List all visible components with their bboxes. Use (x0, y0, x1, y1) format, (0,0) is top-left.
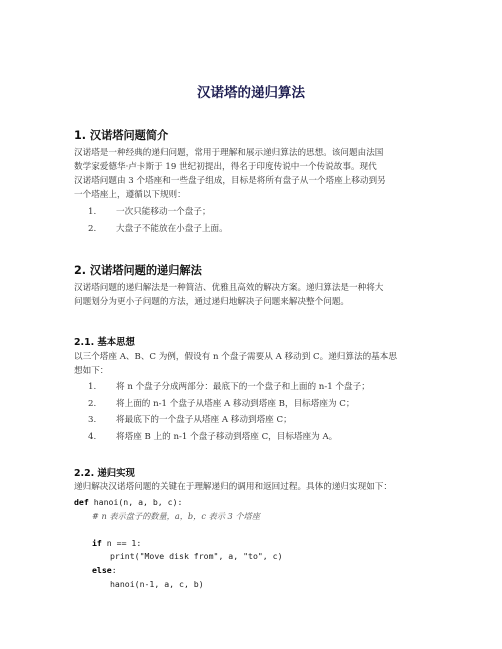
list-item-text: 将塔座 B 上的 n-1 个盘子移动到塔座 C，目标塔座为 A。 (116, 431, 338, 442)
paragraph-line: 递归解决汉诺塔问题的关键在于理解递归的调用和返回过程。具体的递归实现如下： (74, 482, 392, 492)
paragraph-line: 汉诺塔是一种经典的递归问题，常用于理解和展示递归算法的思想。该问题由法国 (74, 148, 384, 158)
code-line (74, 564, 283, 578)
implementation-paragraph (74, 480, 434, 494)
section-heading-recursive: 2. 汉诺塔问题的递归解法 (74, 264, 202, 277)
paragraph-line: 汉诺塔问题的递归解法是一种简洁、优雅且高效的解决方案。递归算法是一种将大 (74, 283, 384, 293)
code-block (74, 496, 283, 591)
list-number: 2. (88, 398, 97, 409)
code-keyword: else (92, 564, 112, 575)
subsection-heading-idea: 2.1. 基本思想 (74, 337, 135, 348)
code-text: print("Move disk from", a, "to", c) (110, 551, 283, 562)
list-item-text: 大盘子不能放在小盘子上面。 (116, 223, 228, 234)
code-comment: # n 表示盘子的数量，a，b，c 表示 3 个塔座 (92, 510, 260, 521)
list-item-text: 一次只能移动一个盘子； (116, 207, 211, 217)
paragraph-line: 问题划分为更小子问题的方法，通过递归地解决子问题来解决整个问题。 (74, 297, 350, 307)
subsection-heading-implementation: 2.2. 递归实现 (74, 468, 135, 479)
code-line (74, 496, 283, 510)
list-item-text: 将最底下的一个盘子从塔座 A 移动到塔座 C； (116, 415, 292, 425)
code-line (74, 578, 283, 592)
code-keyword: def (74, 497, 89, 507)
list-number: 3. (88, 415, 97, 425)
list-item (74, 204, 228, 221)
list-item-text: 将上面的 n-1 个盘子从塔座 A 移动到塔座 B，目标塔座为 C； (116, 398, 355, 409)
list-item (74, 396, 370, 413)
idea-paragraph (74, 350, 434, 378)
code-text: hanoi(n-1, a, c, b) (110, 578, 204, 589)
section-heading-intro: 1. 汉诺塔问题简介 (74, 129, 169, 142)
list-number: 2. (88, 223, 97, 234)
paragraph-line: 数学家爱德华·卢卡斯于 19 世纪初提出，得名于印度传说中一个传说故事。现代 (74, 162, 377, 172)
list-number: 1. (88, 207, 97, 217)
list-item (74, 412, 370, 429)
code-blank-line (74, 523, 283, 537)
code-keyword: if (92, 537, 102, 548)
paragraph-line: 一个塔座上，遵循以下规则： (74, 190, 186, 200)
list-item (74, 221, 228, 238)
paragraph-line: 汉诺塔问题由 3 个塔座和一些盘子组成，目标是将所有盘子从一个塔座上移动到另 (74, 176, 386, 186)
document-title: 汉诺塔的递归算法 (197, 85, 305, 101)
rules-list (74, 204, 228, 237)
code-text: : (111, 564, 117, 575)
paragraph-line: 想如下： (74, 366, 109, 376)
code-text: hanoi(n, a, b, c): (88, 497, 183, 507)
list-item (74, 429, 370, 446)
intro-paragraph (74, 146, 434, 202)
list-number: 1. (88, 382, 97, 392)
code-line (74, 510, 283, 524)
code-line (74, 550, 283, 564)
code-text: n == 1: (101, 537, 142, 548)
recursive-paragraph (74, 281, 434, 309)
list-item-text: 将 n 个盘子分成两部分：最底下的一个盘子和上面的 n-1 个盘子； (116, 382, 370, 392)
list-number: 4. (88, 431, 97, 442)
paragraph-line: 以三个塔座 A、B、C 为例，假设有 n 个盘子需要从 A 移动到 C。递归算法的基本思 (74, 352, 397, 362)
list-item (74, 379, 370, 396)
code-line (74, 537, 283, 551)
steps-list (74, 379, 370, 445)
